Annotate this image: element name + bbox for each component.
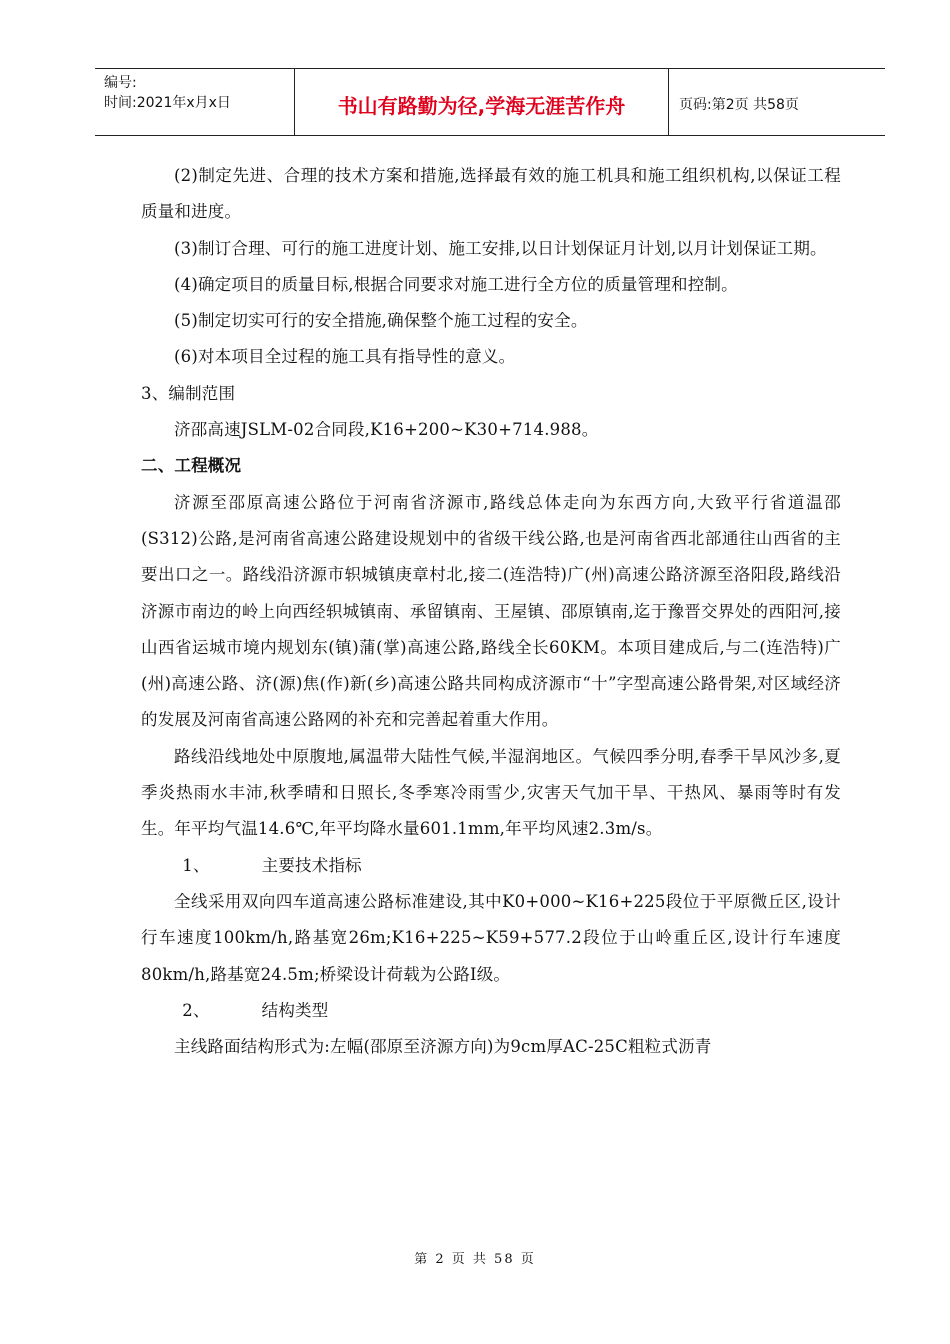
subsection-1-number: 1、	[182, 855, 210, 875]
subsection-1-heading	[141, 848, 841, 884]
subsection-2-heading	[141, 993, 841, 1029]
paragraph-5: (5)制定切实可行的安全措施,确保整个施工过程的安全。	[174, 311, 588, 331]
code-label: 编号:	[104, 75, 137, 91]
header-left-cell	[95, 69, 295, 135]
page-code: 页码:第2页 共58页	[679, 97, 799, 113]
paragraph-2: (2)制定先进、合理的技术方案和措施,选择最有效的施工机具和施工组织机构,以保证工程质量和进度。	[141, 166, 841, 222]
header-page-cell	[669, 69, 885, 135]
subsection-2-title: 结构类型	[261, 1000, 329, 1020]
paragraph-3: (3)制订合理、可行的施工进度计划、施工安排,以日计划保证月计划,以月计划保证工期。	[174, 238, 827, 258]
section-3-text: 济邵高速JSLM-02合同段,K16+200~K30+714.988。	[174, 420, 599, 440]
motto: 书山有路勤为径,学海无涯苦作舟	[337, 94, 626, 118]
overview-paragraph-2: 路线沿线地处中原腹地,属温带大陆性气候,半湿润地区。气候四季分明,春季干旱风沙多,夏季炎热雨水丰沛,秋季晴和日照长,冬季寒冷雨雪少,灾害天气加干旱、干热风、暴雨等时有发生。年平均气温14.6℃,年平均降水量601.1mm,年平均风速2.3m/s。	[141, 746, 841, 839]
header-motto-cell	[295, 69, 669, 135]
subsection-2-text: 主线路面结构形式为:左幅(邵原至济源方向)为9cm厚AC-25C粗粒式沥青	[174, 1037, 712, 1057]
section-overview-title: 二、工程概况	[141, 456, 242, 476]
header-table	[95, 68, 885, 136]
document-body	[141, 158, 841, 1065]
overview-paragraph-1: 济源至邵原高速公路位于河南省济源市,路线总体走向为东西方向,大致平行省道温邵(S312)公路,是河南省高速公路建设规划中的省级干线公路,也是河南省西北部通往山西省的主要出口之一。路线沿济源市轵城镇庚章村北,接二(连浩特)广(州)高速公路济源至洛阳段,路线沿济源市南边的岭上向西经轵城镇南、承留镇南、王屋镇、邵原镇南,迄于豫晋交界处的西阳河,接山西省运城市境内规划东(镇)蒲(掌)高速公路,路线全长60KM。本项目建成后,与二(连浩特)广(州)高速公路、济(源)焦(作)新(乡)高速公路共同构成济源市“十”字型高速公路骨架,对区域经济的发展及河南省高速公路网的补充和完善起着重大作用。	[141, 492, 841, 730]
subsection-1-text: 全线采用双向四车道高速公路标准建设,其中K0+000~K16+225段位于平原微丘区,设计行车速度100km/h,路基宽26m;K16+225~K59+577.2段位于山岭重丘区,设计行车速度80km/h,路基宽24.5m;桥梁设计荷载为公路Ⅰ级。	[141, 891, 841, 984]
subsection-1-title: 主要技术指标	[261, 855, 362, 875]
subsection-2-number: 2、	[182, 1000, 210, 1020]
page-footer: 第 2 页 共 58 页	[414, 1252, 536, 1267]
time-label: 时间:2021年x月x日	[104, 95, 231, 111]
section-3-title: 3、编制范围	[141, 383, 236, 403]
paragraph-6: (6)对本项目全过程的施工具有指导性的意义。	[174, 347, 516, 367]
paragraph-4: (4)确定项目的质量目标,根据合同要求对施工进行全方位的质量管理和控制。	[174, 274, 738, 294]
